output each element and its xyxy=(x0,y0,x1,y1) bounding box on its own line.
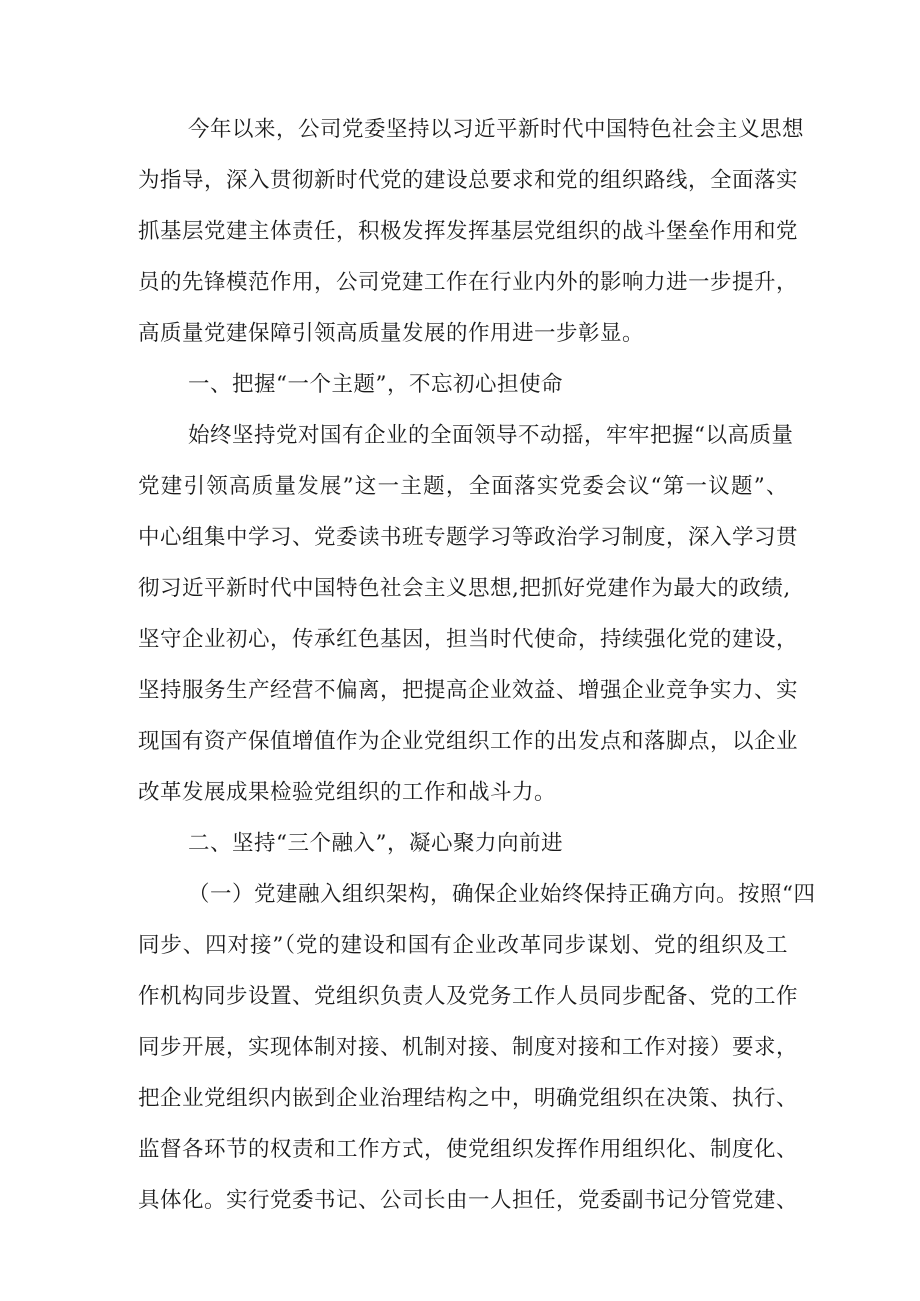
paragraph-2-line-1: 始终坚持党对国有企业的全面领导不动摇，牢牢把握“以高质量 xyxy=(188,423,794,448)
paragraph-2-line-8: 改革发展成果检验党组织的工作和战斗力。 xyxy=(138,780,557,805)
paragraph-3-line-5: 把企业党组织内嵌到企业治理结构之中，明确党组织在决策、执行、 xyxy=(138,1086,799,1111)
section-heading-1: 一、把握“一个主题”，不忘初心担使命 xyxy=(188,372,563,397)
paragraph-1-line-3: 抓基层党建主体责任，积极发挥发挥基层党组织的战斗堡垒作用和党 xyxy=(138,219,799,244)
paragraph-2-line-7: 现国有资产保值增值作为企业党组织工作的出发点和落脚点，以企业 xyxy=(138,729,799,754)
paragraph-1-line-2: 为指导，深入贯彻新时代党的建设总要求和党的组织路线，全面落实 xyxy=(138,168,799,193)
paragraph-1-line-4: 员的先锋模范作用，公司党建工作在行业内外的影响力进一步提升， xyxy=(138,270,799,295)
paragraph-3-line-3: 作机构同步设置、党组织负责人及党务工作人员同步配备、党的工作 xyxy=(138,984,799,1009)
paragraph-3-line-1: （一）党建融入组织架构，确保企业始终保持正确方向。按照“四 xyxy=(188,882,816,907)
paragraph-2-line-3: 中心组集中学习、党委读书班专题学习等政治学习制度，深入学习贯 xyxy=(138,525,799,550)
section-heading-2: 二、坚持“三个融入”，凝心聚力向前进 xyxy=(188,831,563,856)
paragraph-2-line-6: 坚持服务生产经营不偏离，把提高企业效益、增强企业竞争实力、实 xyxy=(138,678,799,703)
paragraph-3-line-4: 同步开展，实现体制对接、机制对接、制度对接和工作对接）要求， xyxy=(138,1035,799,1060)
paragraph-3-line-2: 同步、四对接”（党的建设和国有企业改革同步谋划、党的组织及工 xyxy=(138,933,788,958)
paragraph-3-line-7: 具体化。实行党委书记、公司长由一人担任，党委副书记分管党建、 xyxy=(138,1188,799,1213)
paragraph-2-line-2: 党建引领高质量发展”这一主题，全面落实党委会议“第一议题”、 xyxy=(138,474,788,499)
paragraph-2-line-5: 坚守企业初心，传承红色基因，担当时代使命，持续强化党的建设， xyxy=(138,627,799,652)
paragraph-1-line-5: 高质量党建保障引领高质量发展的作用进一步彰显。 xyxy=(138,321,645,346)
paragraph-2-line-4: 彻习近平新时代中国特色社会主义思想,把抓好党建作为最大的政绩, xyxy=(138,576,791,601)
paragraph-1-line-1: 今年以来，公司党委坚持以习近平新时代中国特色社会主义思想 xyxy=(188,117,805,142)
paragraph-3-line-6: 监督各环节的权责和工作方式，使党组织发挥作用组织化、制度化、 xyxy=(138,1137,799,1162)
